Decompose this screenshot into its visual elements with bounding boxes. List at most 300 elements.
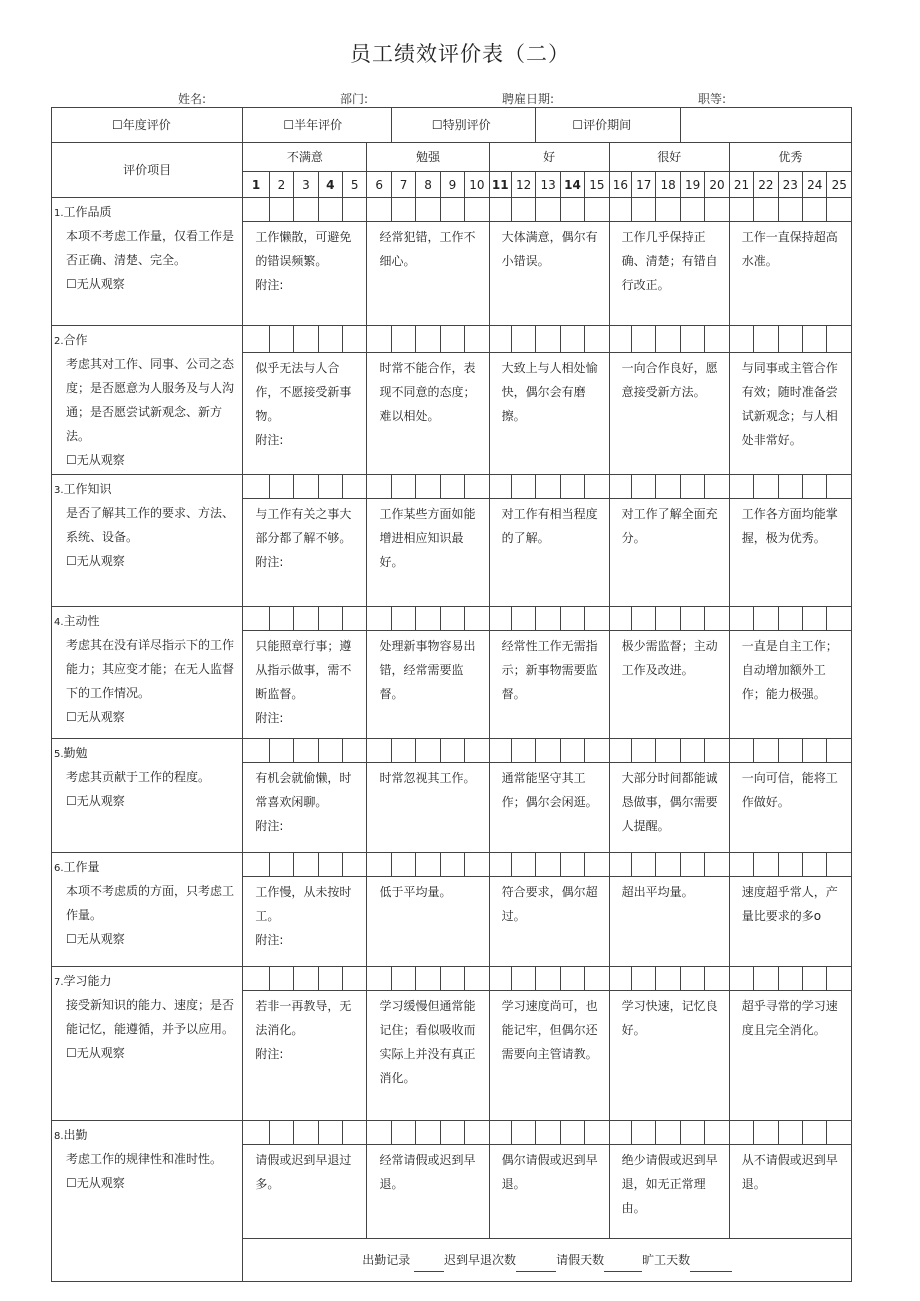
score-box[interactable]	[536, 198, 560, 222]
score-box[interactable]	[318, 475, 342, 499]
score-box[interactable]	[560, 853, 584, 877]
score-box[interactable]	[511, 475, 535, 499]
score-box[interactable]	[391, 607, 415, 631]
score-box[interactable]	[609, 967, 631, 991]
score-box[interactable]	[489, 475, 511, 499]
score-box[interactable]	[705, 967, 729, 991]
score-box[interactable]	[391, 326, 415, 353]
score-box[interactable]	[269, 967, 293, 991]
score-box[interactable]	[294, 475, 318, 499]
level-header-2: 勉强	[367, 143, 489, 172]
score-box[interactable]	[367, 607, 391, 631]
score-box[interactable]	[754, 326, 778, 353]
item-number: 2.	[54, 336, 64, 347]
score-box[interactable]	[536, 326, 560, 353]
score-box[interactable]	[754, 1121, 778, 1145]
score-box[interactable]	[269, 326, 293, 353]
no-observe-checkbox[interactable]: ☐无从观察	[66, 794, 125, 808]
score-box[interactable]	[511, 607, 535, 631]
score-box[interactable]	[729, 326, 753, 353]
score-box[interactable]	[778, 475, 802, 499]
level-desc-4	[609, 763, 729, 853]
score-box[interactable]	[754, 198, 778, 222]
score-box[interactable]	[729, 607, 753, 631]
score-box[interactable]	[367, 853, 391, 877]
score-box[interactable]	[489, 607, 511, 631]
level-description: 学习快速，记忆良好。	[621, 999, 718, 1037]
score-box[interactable]	[680, 475, 704, 499]
score-box[interactable]	[536, 475, 560, 499]
score-box[interactable]	[585, 475, 609, 499]
score-box[interactable]	[294, 326, 318, 353]
item-category	[54, 1125, 238, 1147]
score-box[interactable]	[656, 853, 680, 877]
score-box[interactable]	[511, 198, 535, 222]
level-description: 工作懒散，可避免的错误频繁。	[255, 230, 352, 268]
score-box[interactable]	[536, 967, 560, 991]
score-box[interactable]	[680, 739, 704, 763]
score-box[interactable]	[656, 739, 680, 763]
score-box[interactable]	[585, 198, 609, 222]
score-box[interactable]	[585, 1121, 609, 1145]
score-box[interactable]	[465, 739, 489, 763]
hire-date-label: 聘雇日期:	[502, 92, 555, 106]
score-box[interactable]	[343, 607, 367, 631]
level-desc-3	[489, 991, 609, 1121]
level-desc-5	[729, 1145, 851, 1239]
score-box[interactable]	[243, 739, 269, 763]
level-description: 绝少请假或迟到早退，如无正常理由。	[621, 1153, 718, 1215]
late-count-field[interactable]	[516, 1257, 556, 1272]
score-box[interactable]	[465, 853, 489, 877]
score-box[interactable]	[754, 739, 778, 763]
score-box[interactable]	[803, 326, 827, 353]
score-box[interactable]	[318, 607, 342, 631]
scale-number: 6	[367, 172, 391, 198]
no-observe-checkbox[interactable]: ☐无从观察	[66, 932, 125, 946]
score-box[interactable]	[367, 198, 391, 222]
score-box[interactable]	[680, 967, 704, 991]
score-box[interactable]	[803, 739, 827, 763]
score-box[interactable]	[269, 475, 293, 499]
score-box[interactable]	[560, 326, 584, 353]
score-box[interactable]	[609, 326, 631, 353]
score-box[interactable]	[803, 1121, 827, 1145]
score-box[interactable]	[609, 607, 631, 631]
score-box[interactable]	[465, 967, 489, 991]
score-box[interactable]	[632, 739, 656, 763]
level-header-4: 很好	[609, 143, 729, 172]
score-box[interactable]	[827, 326, 852, 353]
score-box[interactable]	[680, 198, 704, 222]
score-box[interactable]	[632, 326, 656, 353]
score-box[interactable]	[416, 326, 440, 353]
score-box[interactable]	[680, 853, 704, 877]
score-box[interactable]	[632, 967, 656, 991]
score-box[interactable]	[827, 853, 852, 877]
score-box[interactable]	[465, 1121, 489, 1145]
score-box[interactable]	[585, 607, 609, 631]
score-box[interactable]	[294, 853, 318, 877]
level-header-3: 好	[489, 143, 609, 172]
score-box[interactable]	[705, 326, 729, 353]
score-box[interactable]	[318, 1121, 342, 1145]
item-description: 本项不考虑质的方面，只考虑工作量。	[66, 884, 235, 922]
level-description: 工作某些方面如能增进相应知识最好。	[379, 507, 476, 569]
level-desc-3	[489, 222, 609, 326]
score-box[interactable]	[243, 1121, 269, 1145]
eval-type-period[interactable]: ☐评价期间	[536, 108, 681, 143]
score-box[interactable]	[465, 607, 489, 631]
eval-type-semiannual[interactable]: ☐半年评价	[243, 108, 392, 143]
level-desc-2	[367, 877, 489, 967]
item-name: 勤勉	[63, 746, 88, 760]
score-box[interactable]	[440, 607, 464, 631]
item-description: 本项不考虑工作量，仅看工作是否正确、清楚、完全。	[66, 229, 235, 267]
level-description: 大体满意，偶尔有小错误。	[501, 230, 598, 268]
score-box[interactable]	[440, 326, 464, 353]
level-description: 学习缓慢但通常能记住；看似吸收而实际上并没有真正消化。	[379, 999, 476, 1085]
scale-number: 10	[465, 172, 489, 198]
no-observe-checkbox[interactable]: ☐无从观察	[66, 554, 125, 568]
score-box[interactable]	[343, 739, 367, 763]
score-box[interactable]	[465, 326, 489, 353]
score-box[interactable]	[536, 853, 560, 877]
score-box[interactable]	[294, 967, 318, 991]
item-name: 工作量	[63, 860, 100, 874]
score-box[interactable]	[343, 326, 367, 353]
level-description: 大致上与人相处愉快，偶尔会有磨擦。	[501, 361, 598, 424]
score-box[interactable]	[511, 326, 535, 353]
score-box[interactable]	[705, 1121, 729, 1145]
score-box[interactable]	[536, 607, 560, 631]
score-box[interactable]	[294, 198, 318, 222]
score-box[interactable]	[440, 1121, 464, 1145]
item-description: 考虑其对工作、同事、公司之态度；是否愿意为人服务及与人沟通；是否愿尝试新观念、新方法。	[66, 357, 235, 443]
score-box[interactable]	[656, 967, 680, 991]
level-description: 超乎寻常的学习速度且完全消化。	[741, 999, 838, 1037]
score-box[interactable]	[489, 326, 511, 353]
level-description: 学习速度尚可，也能记牢，但偶尔还需要向主管请教。	[501, 999, 598, 1061]
score-box[interactable]	[243, 198, 269, 222]
level-description: 经常请假或迟到早退。	[379, 1153, 476, 1191]
item-label-cell	[52, 607, 243, 739]
level-desc-3	[489, 499, 609, 607]
score-box[interactable]	[416, 475, 440, 499]
score-box[interactable]	[778, 607, 802, 631]
score-box[interactable]	[391, 967, 415, 991]
score-box[interactable]	[440, 739, 464, 763]
score-box[interactable]	[705, 739, 729, 763]
level-desc-2	[367, 763, 489, 853]
item-name: 合作	[63, 333, 88, 347]
score-box[interactable]	[803, 967, 827, 991]
no-observe-checkbox[interactable]: ☐无从观察	[66, 1046, 125, 1060]
score-box[interactable]	[560, 739, 584, 763]
eval-type-blank	[680, 108, 851, 143]
score-box[interactable]	[536, 739, 560, 763]
score-box[interactable]	[632, 198, 656, 222]
score-box[interactable]	[243, 853, 269, 877]
score-box[interactable]	[294, 1121, 318, 1145]
score-box[interactable]	[585, 739, 609, 763]
score-box[interactable]	[440, 475, 464, 499]
score-box[interactable]	[511, 1121, 535, 1145]
level-desc-3	[489, 763, 609, 853]
score-box[interactable]	[367, 967, 391, 991]
score-box[interactable]	[489, 198, 511, 222]
item-category	[54, 330, 238, 352]
rank-label: 职等:	[698, 92, 727, 106]
score-box[interactable]	[729, 967, 753, 991]
score-box[interactable]	[754, 475, 778, 499]
score-box[interactable]	[489, 967, 511, 991]
score-box[interactable]	[729, 198, 753, 222]
score-box[interactable]	[367, 326, 391, 353]
score-box[interactable]	[778, 853, 802, 877]
score-box[interactable]	[243, 967, 269, 991]
level-description: 处理新事物容易出错，经常需要监督。	[379, 639, 476, 701]
level-desc-1	[243, 877, 367, 967]
level-desc-4	[609, 631, 729, 739]
score-box[interactable]	[465, 475, 489, 499]
score-box[interactable]	[391, 853, 415, 877]
score-box[interactable]	[465, 198, 489, 222]
score-box[interactable]	[656, 475, 680, 499]
score-box[interactable]	[827, 198, 852, 222]
level-desc-4	[609, 1145, 729, 1239]
score-box[interactable]	[778, 739, 802, 763]
score-box[interactable]	[318, 739, 342, 763]
score-box[interactable]	[318, 198, 342, 222]
score-box[interactable]	[656, 607, 680, 631]
scale-number: 20	[705, 172, 729, 198]
score-box[interactable]	[729, 853, 753, 877]
score-box[interactable]	[560, 1121, 584, 1145]
score-box[interactable]	[729, 1121, 753, 1145]
level-desc-3	[489, 877, 609, 967]
score-box[interactable]	[416, 967, 440, 991]
score-box[interactable]	[489, 739, 511, 763]
score-box[interactable]	[269, 1121, 293, 1145]
eval-type-annual[interactable]: ☐年度评价	[52, 108, 243, 143]
absent-days-field[interactable]	[690, 1257, 732, 1272]
scale-number: 13	[536, 172, 560, 198]
score-box[interactable]	[754, 607, 778, 631]
item-label-cell	[52, 967, 243, 1121]
score-box[interactable]	[243, 607, 269, 631]
score-box[interactable]	[827, 607, 852, 631]
score-box[interactable]	[243, 326, 269, 353]
score-box[interactable]	[440, 967, 464, 991]
item-number: 7.	[54, 977, 64, 988]
score-box[interactable]	[343, 198, 367, 222]
score-box[interactable]	[560, 475, 584, 499]
score-box[interactable]	[560, 607, 584, 631]
level-desc-2	[367, 991, 489, 1121]
note-label: 附注:	[255, 819, 284, 833]
score-box[interactable]	[343, 475, 367, 499]
eval-type-special[interactable]: ☐特别评价	[391, 108, 536, 143]
score-box[interactable]	[632, 853, 656, 877]
score-box[interactable]	[803, 475, 827, 499]
level-description: 一直是自主工作；自动增加额外工作；能力极强。	[741, 639, 838, 701]
score-box[interactable]	[632, 475, 656, 499]
score-box[interactable]	[318, 326, 342, 353]
score-box[interactable]	[511, 853, 535, 877]
no-observe-checkbox[interactable]: ☐无从观察	[66, 710, 125, 724]
score-box[interactable]	[778, 326, 802, 353]
level-desc-1	[243, 353, 367, 475]
level-description: 经常犯错，工作不细心。	[379, 230, 476, 268]
score-box[interactable]	[511, 967, 535, 991]
score-box[interactable]	[489, 853, 511, 877]
leave-days-field[interactable]	[604, 1257, 642, 1272]
score-box[interactable]	[318, 967, 342, 991]
level-description: 与同事或主管合作有效；随时准备尝试新观念；与人相处非常好。	[741, 361, 838, 448]
score-box[interactable]	[705, 853, 729, 877]
score-box[interactable]	[440, 198, 464, 222]
score-box[interactable]	[343, 967, 367, 991]
score-box[interactable]	[754, 967, 778, 991]
score-box[interactable]	[416, 1121, 440, 1145]
score-box[interactable]	[391, 198, 415, 222]
score-box[interactable]	[391, 475, 415, 499]
score-box[interactable]	[416, 739, 440, 763]
score-box[interactable]	[269, 607, 293, 631]
score-box[interactable]	[367, 739, 391, 763]
score-box[interactable]	[609, 198, 631, 222]
score-box[interactable]	[656, 1121, 680, 1145]
scale-number: 4	[318, 172, 342, 198]
level-description: 与工作有关之事大部分都了解不够。	[255, 507, 352, 545]
score-box[interactable]	[656, 326, 680, 353]
level-description: 从不请假或迟到早退。	[741, 1153, 838, 1191]
level-desc-2	[367, 222, 489, 326]
level-desc-1	[243, 1145, 367, 1239]
score-box[interactable]	[391, 1121, 415, 1145]
item-name: 工作品质	[63, 205, 112, 219]
score-box[interactable]	[318, 853, 342, 877]
score-box[interactable]	[416, 853, 440, 877]
attendance-blank[interactable]	[414, 1257, 444, 1272]
level-desc-1	[243, 991, 367, 1121]
score-box[interactable]	[243, 475, 269, 499]
score-box[interactable]	[367, 475, 391, 499]
score-box[interactable]	[827, 475, 852, 499]
form-title: 员工绩效评价表（二）	[350, 42, 570, 66]
no-observe-checkbox[interactable]: ☐无从观察	[66, 453, 125, 467]
item-number: 4.	[54, 617, 64, 628]
score-box[interactable]	[609, 853, 631, 877]
score-box[interactable]	[680, 607, 704, 631]
level-desc-5	[729, 222, 851, 326]
scale-number: 17	[632, 172, 656, 198]
scale-number: 11	[489, 172, 511, 198]
score-box[interactable]	[729, 475, 753, 499]
score-box[interactable]	[680, 1121, 704, 1145]
level-desc-4	[609, 991, 729, 1121]
score-box[interactable]	[560, 198, 584, 222]
no-observe-checkbox[interactable]: ☐无从观察	[66, 277, 125, 291]
evaluation-table	[51, 107, 852, 1282]
score-box[interactable]	[391, 739, 415, 763]
score-box[interactable]	[609, 1121, 631, 1145]
score-box[interactable]	[269, 739, 293, 763]
level-description: 超出平均量。	[621, 885, 694, 899]
score-box[interactable]	[680, 326, 704, 353]
score-box[interactable]	[609, 475, 631, 499]
item-label-cell	[52, 326, 243, 475]
score-box[interactable]	[367, 1121, 391, 1145]
score-box[interactable]	[778, 198, 802, 222]
level-desc-4	[609, 353, 729, 475]
score-box[interactable]	[416, 607, 440, 631]
score-box[interactable]	[489, 1121, 511, 1145]
score-box[interactable]	[803, 607, 827, 631]
level-description: 时常忽视其工作。	[379, 771, 476, 785]
score-box[interactable]	[609, 739, 631, 763]
level-desc-5	[729, 763, 851, 853]
score-box[interactable]	[440, 853, 464, 877]
level-desc-4	[609, 877, 729, 967]
score-box[interactable]	[416, 198, 440, 222]
score-box[interactable]	[343, 1121, 367, 1145]
scale-number: 1	[243, 172, 269, 198]
score-box[interactable]	[778, 967, 802, 991]
level-description: 似乎无法与人合作，不愿接受新事物。	[255, 361, 352, 424]
level-desc-5	[729, 353, 851, 475]
score-box[interactable]	[585, 967, 609, 991]
score-box[interactable]	[536, 1121, 560, 1145]
dept-label: 部门:	[340, 92, 369, 106]
no-observe-checkbox[interactable]: ☐无从观察	[66, 1176, 125, 1190]
score-box[interactable]	[511, 739, 535, 763]
scale-number: 12	[511, 172, 535, 198]
score-box[interactable]	[705, 475, 729, 499]
level-description: 对工作有相当程度的了解。	[501, 507, 598, 545]
score-box[interactable]	[294, 607, 318, 631]
score-box[interactable]	[827, 967, 852, 991]
score-box[interactable]	[803, 853, 827, 877]
score-box[interactable]	[729, 739, 753, 763]
score-box[interactable]	[343, 853, 367, 877]
level-desc-4	[609, 222, 729, 326]
score-box[interactable]	[269, 853, 293, 877]
level-description: 符合要求，偶尔超过。	[501, 885, 598, 923]
score-box[interactable]	[294, 739, 318, 763]
score-box[interactable]	[656, 198, 680, 222]
score-box[interactable]	[585, 326, 609, 353]
score-box[interactable]	[269, 198, 293, 222]
score-box[interactable]	[754, 853, 778, 877]
score-box[interactable]	[778, 1121, 802, 1145]
score-box[interactable]	[560, 967, 584, 991]
score-box[interactable]	[827, 739, 852, 763]
score-box[interactable]	[803, 198, 827, 222]
score-box[interactable]	[705, 607, 729, 631]
item-number: 1.	[54, 208, 64, 219]
level-description: 偶尔请假或迟到早退。	[501, 1153, 598, 1191]
level-desc-3	[489, 631, 609, 739]
scale-number: 19	[680, 172, 704, 198]
score-box[interactable]	[632, 1121, 656, 1145]
score-box[interactable]	[705, 198, 729, 222]
score-box[interactable]	[827, 1121, 852, 1145]
score-box[interactable]	[632, 607, 656, 631]
item-description: 是否了解其工作的要求、方法、系统、设备。	[66, 506, 235, 544]
score-box[interactable]	[585, 853, 609, 877]
